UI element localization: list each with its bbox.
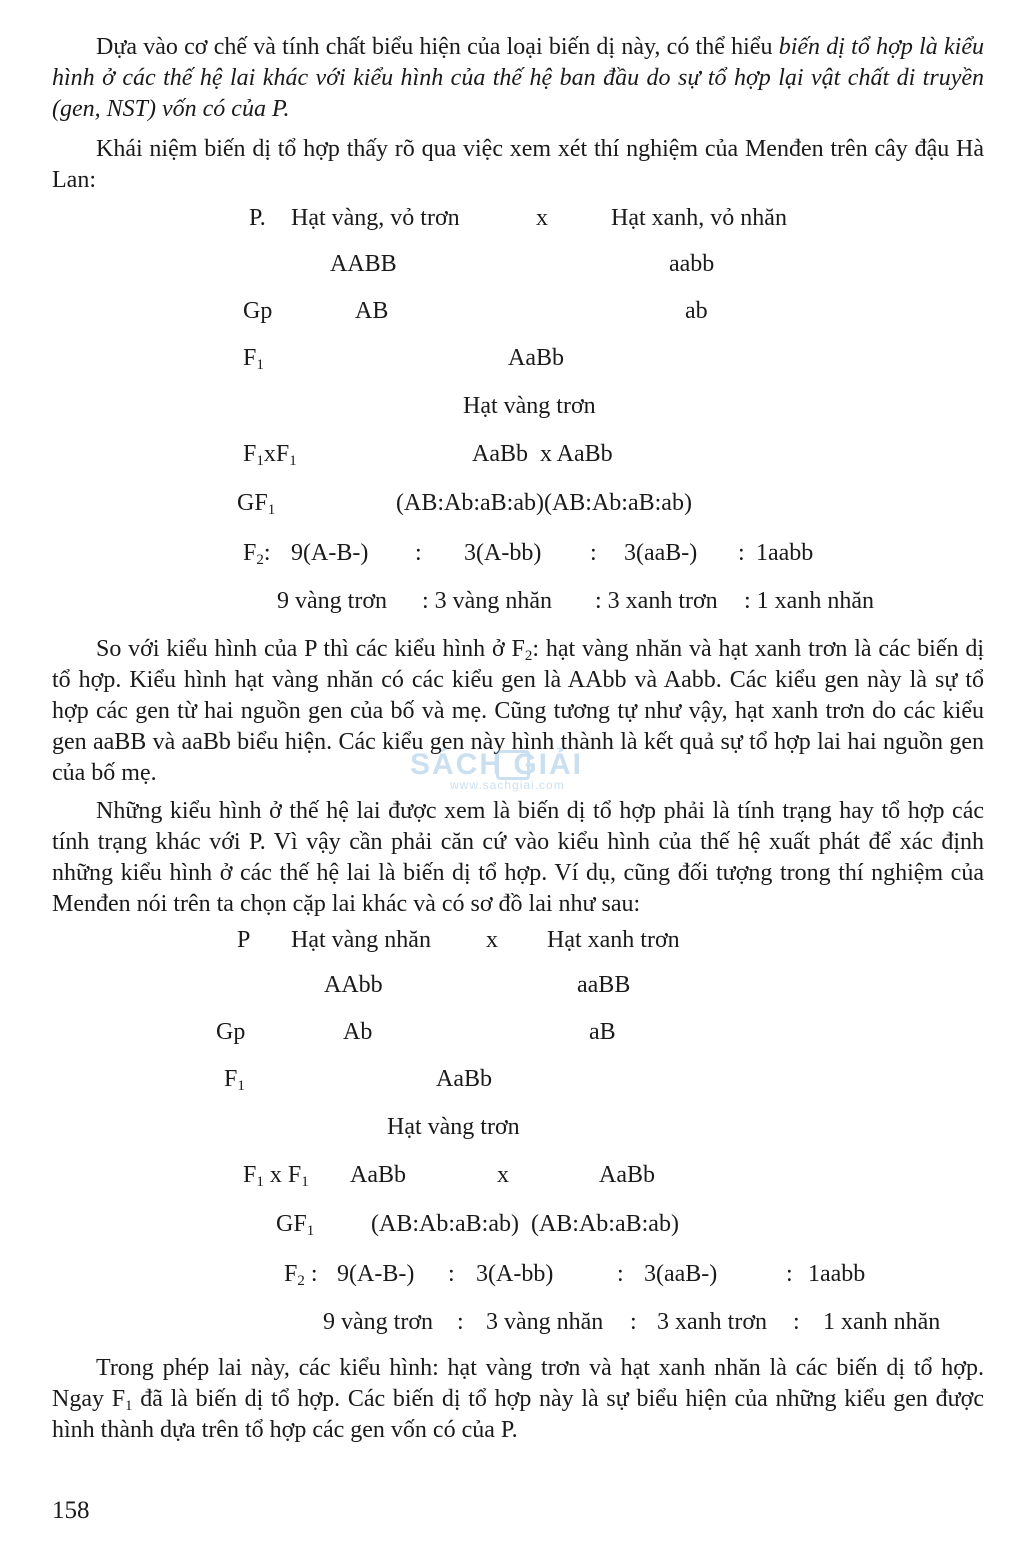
cross2-gp-label: Gp [216, 1019, 246, 1045]
cross1-phenotype-ratio-3: : 3 xanh trơn [595, 588, 718, 614]
cross1-cross-symbol: x [536, 205, 548, 231]
cross2-f2-ratio-4: 1aabb [808, 1261, 866, 1287]
cross2-f1xf1-genotype1: AaBb [350, 1162, 406, 1188]
paragraph-mendel-intro: Khái niệm biến dị tổ hợp thấy rõ qua việc xem xét thí nghiệm của Menđen trên cây đậu Hà Lan: [52, 136, 984, 193]
cross1-f2-ratio-3: 3(aaB-) [624, 540, 698, 566]
cross1-gamete2: ab [685, 298, 708, 324]
definition-italic: biến dị tổ hợp là kiểu hình ở các thế hệ lai khác với kiểu hình của thế hệ ban đầu do sự tổ hợp lại vật chất di truyền (gen, NST) vốn có của P. [52, 34, 985, 122]
cross1-f2-ratio-4: 1aabb [756, 540, 814, 566]
cross1-phenotype-ratio-1: 9 vàng trơn [277, 588, 388, 614]
cross1-f2-ratio-2: 3(A-bb) [464, 540, 542, 566]
cross1-gp-label: Gp [243, 298, 273, 324]
cross2-p-label: P [237, 927, 251, 953]
cross2-phenotype-sep-1: : [457, 1309, 464, 1335]
cross2-gf1-gametes: (AB:Ab:aB:ab) (AB:Ab:aB:ab) [371, 1211, 679, 1237]
cross2-f1-label: $F_1$ [224, 1066, 245, 1094]
cross2-f1xf1-label: $F_1$ x $F_1$ [243, 1162, 309, 1190]
cross2-parent2-phenotype: Hạt xanh trơn [547, 927, 680, 953]
cross2-f2-label: $F_2$ : [284, 1261, 318, 1289]
cross2-gf1-label: $GF_1$ [276, 1211, 315, 1239]
cross1-f1xf1-label: $F_1xF_1$ [243, 441, 297, 469]
paragraph-definition [52, 32, 984, 125]
cross1-parent1-genotype: AABB [330, 251, 397, 277]
cross1-f1xf1-genotypes: AaBb x AaBb [472, 441, 613, 467]
cross1-gf1-gametes: (AB:Ab:aB:ab)(AB:Ab:aB:ab) [396, 490, 692, 516]
cross2-f2-ratio-1: 9(A-B-) [337, 1261, 415, 1287]
cross1-f1-phenotype: Hạt vàng trơn [463, 393, 596, 419]
cross2-gamete2: aB [589, 1019, 616, 1045]
cross1-f2-sep-3: : [738, 540, 745, 566]
cross2-phenotype-sep-3: : [793, 1309, 800, 1335]
cross1-gf1-label: $GF_1$ [237, 490, 276, 518]
cross2-phenotype-ratio-2: 3 vàng nhăn [486, 1309, 604, 1335]
cross1-gamete1: AB [355, 298, 389, 324]
cross2-f2-sep-1: : [448, 1261, 455, 1287]
cross1-phenotype-ratio-2: : 3 vàng nhăn [422, 588, 552, 614]
cross2-parent1-phenotype: Hạt vàng nhăn [291, 927, 431, 953]
cross2-f1-genotype: AaBb [436, 1066, 492, 1092]
cross2-gamete1: Ab [343, 1019, 373, 1045]
cross1-f1-label: $F_1$ [243, 345, 264, 373]
page-number: 158 [52, 1497, 90, 1524]
cross2-parent1-genotype: AAbb [324, 972, 383, 998]
cross1-parent1-phenotype: Hạt vàng, vỏ trơn [291, 205, 460, 231]
cross2-cross-symbol: x [486, 927, 498, 953]
cross1-phenotype-ratio-4: : 1 xanh nhăn [744, 588, 874, 614]
cross1-parent2-phenotype: Hạt xanh, vỏ nhăn [611, 205, 787, 231]
paragraph-recombinant-explanation: So với kiểu hình của P thì các kiểu hình ở $F_2$: hạt vàng nhăn và hạt xanh trơn là các biến dị tổ hợp. Kiểu hình hạt vàng nhăn có các kiểu gen là AAbb và Aabb. Các kiểu gen này là sự tổ hợp các gen từ hai nguồn gen của bố và mẹ. Cũng tương tự như vậy, hạt xanh trơn do các kiểu gen aaBB và aaBb biểu hiện. Các kiểu gen này hình thành là kết quả sự tổ hợp lai hai nguồn gen của bố mẹ. [52, 636, 984, 786]
cross1-f1-genotype: AaBb [508, 345, 564, 371]
watermark-book-icon [496, 750, 530, 780]
cross2-phenotype-ratio-3: 3 xanh trơn [657, 1309, 768, 1335]
cross2-f1xf1-genotype2: AaBb [599, 1162, 655, 1188]
cross2-f1xf1-cross-symbol: x [497, 1162, 509, 1188]
cross1-f2-ratio-1: 9(A-B-) [291, 540, 369, 566]
sachgiai-watermark-logo: SÁCH GIẢI www.sachgiai.com [410, 748, 584, 792]
paragraph-conclusion: Trong phép lai này, các kiểu hình: hạt vàng trơn và hạt xanh nhăn là các biến dị tổ hợp. Ngay $F_1$ đã là biến dị tổ hợp. Các biến dị tổ hợp này là sự biểu hiện của những kiểu gen được hình thành dựa trên tổ hợp các gen vốn có của P. [52, 1355, 984, 1443]
cross2-parent2-genotype: aaBB [577, 972, 631, 998]
cross1-p-label: P. [249, 205, 266, 231]
cross1-f2-label: $F_2$: [243, 540, 271, 568]
cross1-f2-sep-1: : [415, 540, 422, 566]
cross2-phenotype-sep-2: : [630, 1309, 637, 1335]
cross1-parent2-genotype: aabb [669, 251, 715, 277]
cross2-phenotype-ratio-4: 1 xanh nhăn [823, 1309, 941, 1335]
cross2-phenotype-ratio-1: 9 vàng trơn [323, 1309, 434, 1335]
cross2-f2-sep-2: : [617, 1261, 624, 1287]
definition-lead: Dựa vào cơ chế và tính chất biểu hiện của loại biến dị này, có thể hiểu [96, 34, 779, 60]
cross2-f2-ratio-2: 3(A-bb) [476, 1261, 554, 1287]
paragraph-criteria: Những kiểu hình ở thế hệ lai được xem là biến dị tổ hợp phải là tính trạng hay tổ hợp các tính trạng khác với P. Vì vậy cần phải căn cứ vào kiểu hình của thế hệ xuất phát để xác định những kiểu hình ở các thế hệ lai là biến dị tổ hợp. Ví dụ, cũng đối tượng trong thí nghiệm của Menđen nói trên ta chọn cặp lai khác và có sơ đồ lai như sau: [52, 798, 984, 917]
cross2-f2-ratio-3: 3(aaB-) [644, 1261, 718, 1287]
cross2-f1-phenotype: Hạt vàng trơn [387, 1114, 520, 1140]
cross1-f2-sep-2: : [590, 540, 597, 566]
cross2-f2-sep-3: : [786, 1261, 793, 1287]
